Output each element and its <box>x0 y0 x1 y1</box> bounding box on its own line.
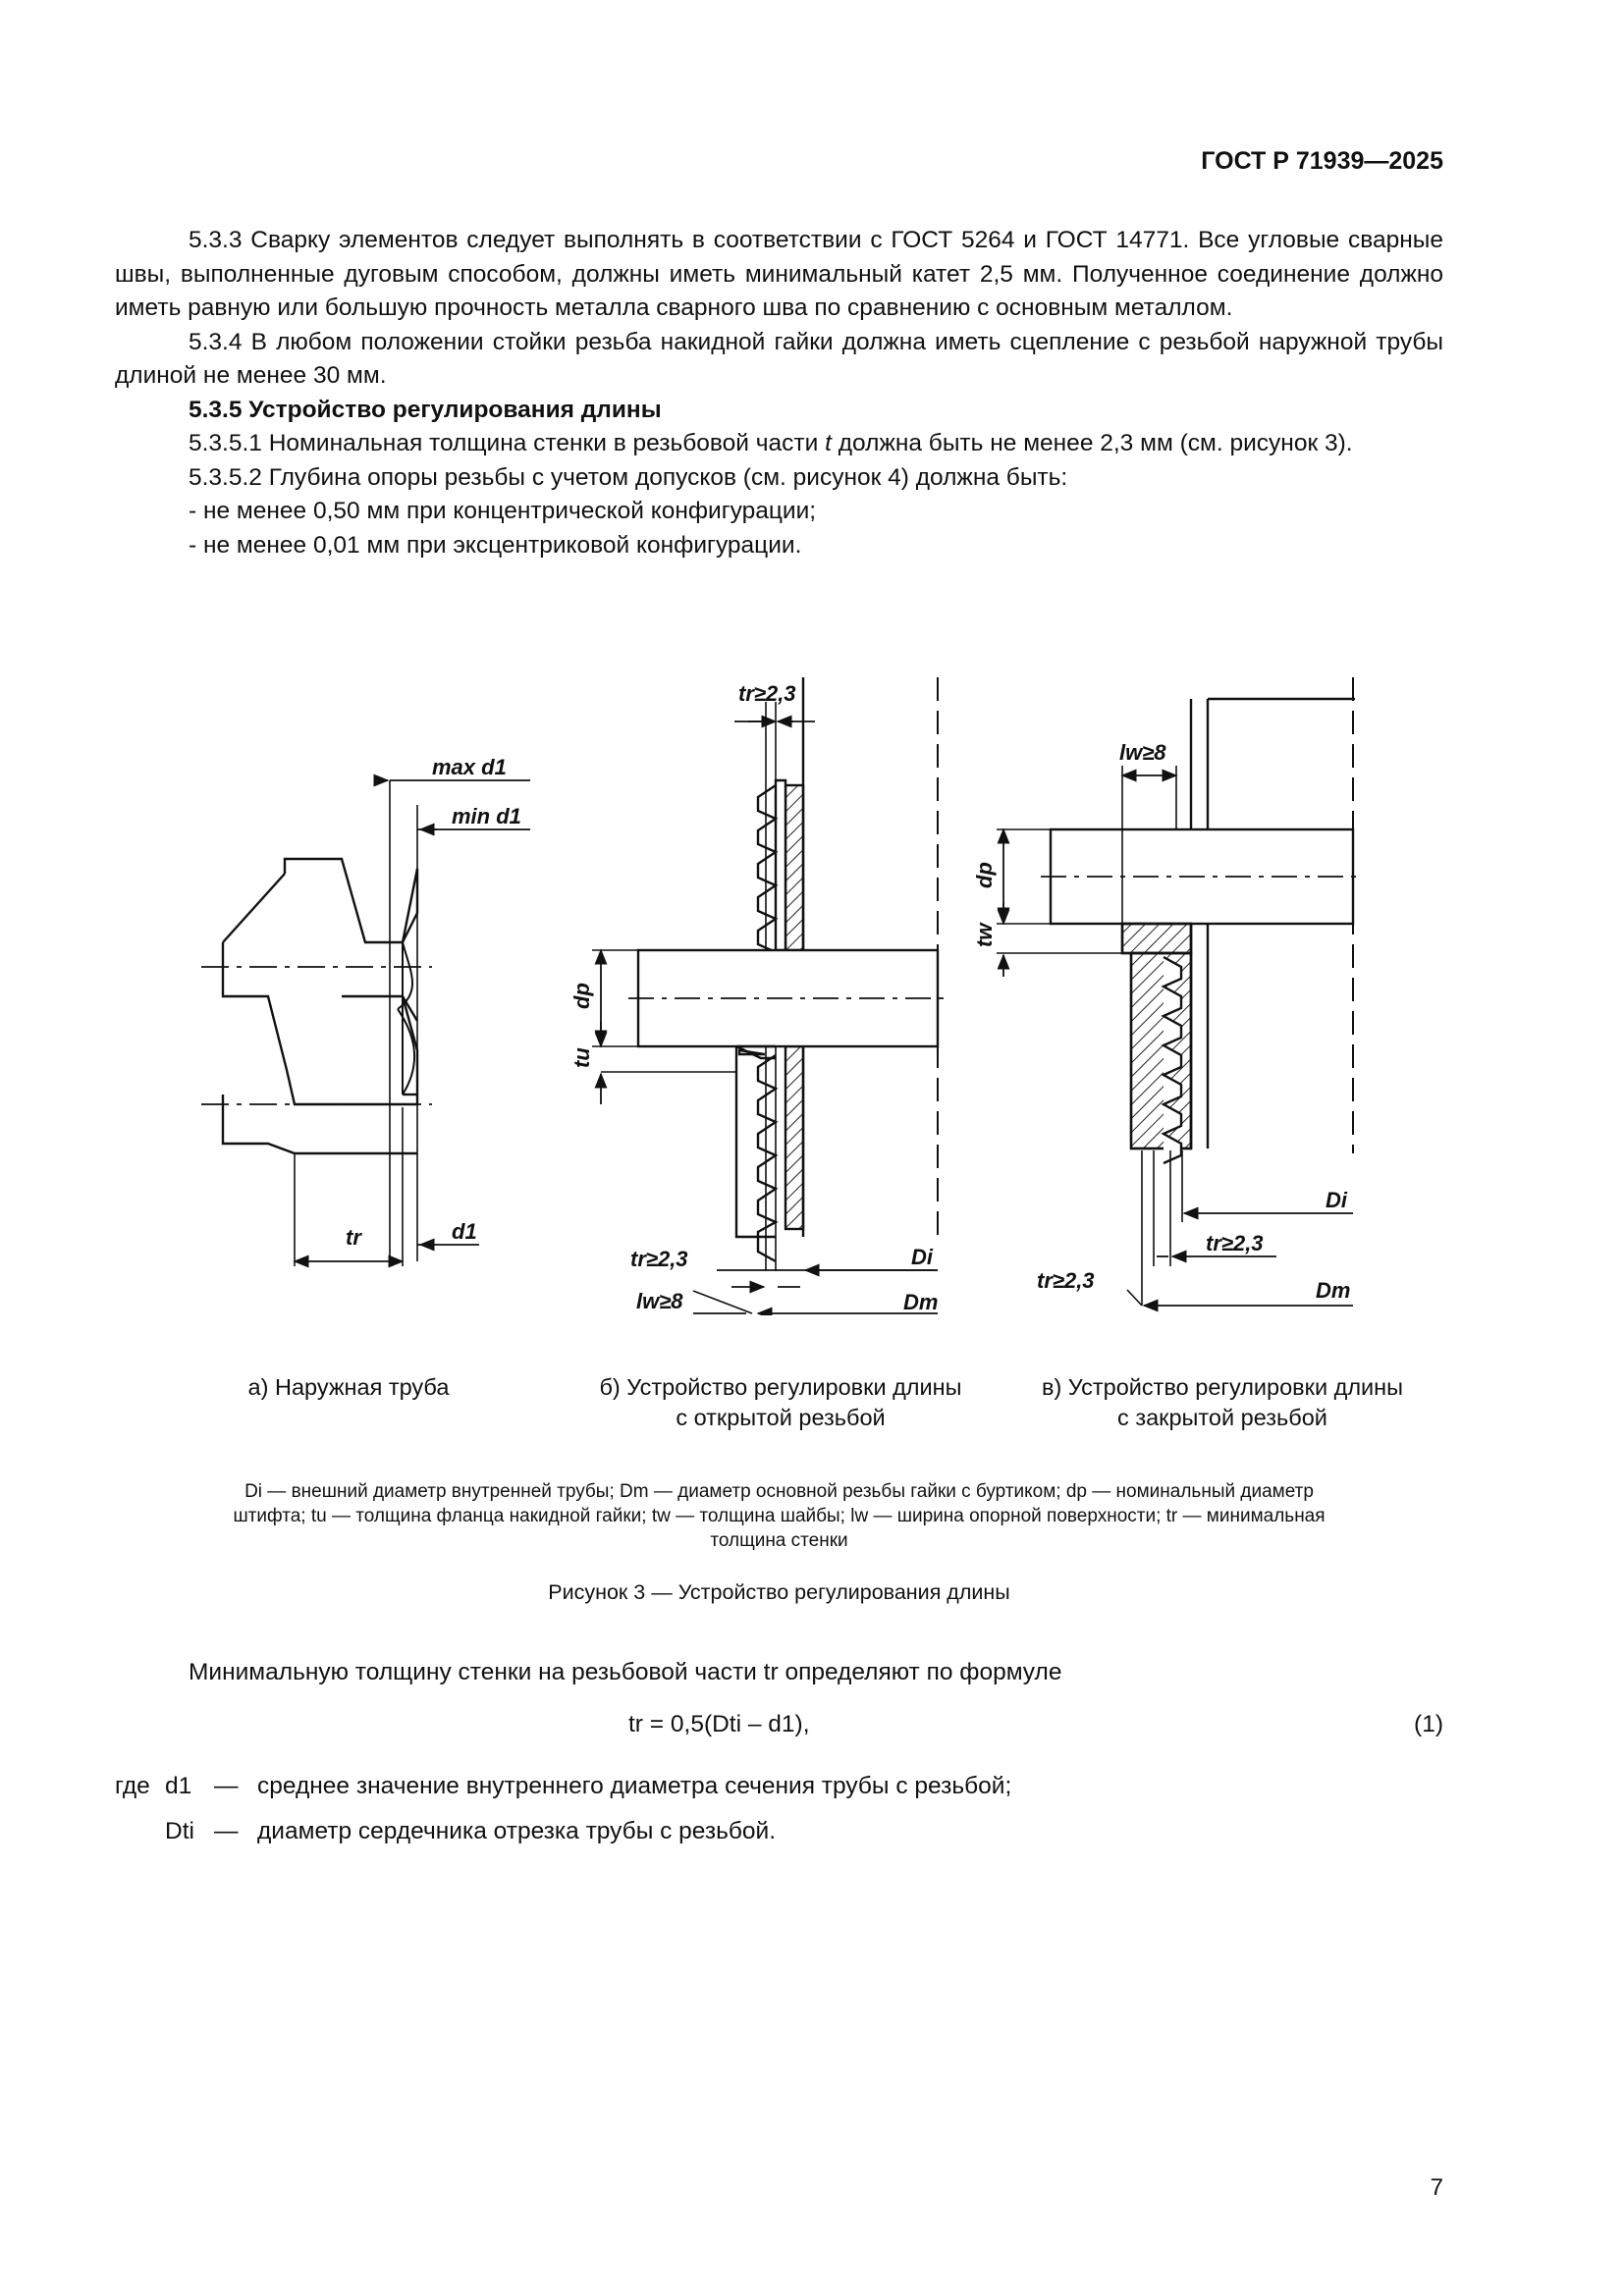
where-dash-1: — <box>214 1773 239 1799</box>
where-desc-2: диаметр сердечника отрезка трубы с резьбой. <box>257 1818 777 1844</box>
label-tr-left-c: tr≥2,3 <box>1037 1268 1095 1293</box>
caption-c: в) Устройство регулировки длины с закрытой резьбой <box>1041 1374 1404 1430</box>
label-tr-bottom-b: tr≥2,3 <box>630 1247 688 1271</box>
where-sym-2: Dti <box>165 1818 194 1844</box>
diagram-b-open-thread <box>592 677 947 1313</box>
formula-intro: Минимальную толщину стенки на резьбовой части tr определяют по формуле <box>189 1659 1062 1685</box>
label-lw-c: lw≥8 <box>1119 740 1166 765</box>
equation-number: (1) <box>1414 1711 1443 1737</box>
where-word: где <box>115 1773 150 1799</box>
label-Dm-b: Dm <box>903 1290 939 1314</box>
label-tr-a: tr <box>346 1225 361 1250</box>
label-tu-b: tu <box>569 1047 594 1068</box>
section-heading-5-3-5: 5.3.5 Устройство регулирования длины <box>189 396 662 423</box>
paragraph-5-3-5-1: 5.3.5.1 Номинальная толщина стенки в резьбовой части t должна быть не менее 2,3 мм (см. рисунок 3). <box>189 430 1353 456</box>
label-Di-b: Di <box>911 1245 933 1269</box>
paragraph-5-3-3: 5.3.3 Сварку элементов следует выполнять в соответствии с ГОСТ 5264 и ГОСТ 14771. Все угловые сварные швы, выполненные дуговым способом, должны иметь минимальный катет 2,5 мм. Полученное соединение должно иметь равную или большую прочность металла сварного шва по сравнению с основным металлом. <box>115 227 1443 321</box>
label-Dm-c: Dm <box>1316 1278 1351 1303</box>
figure-title: Рисунок 3 — Устройство регулирования длины <box>548 1580 1010 1604</box>
label-tw-c: tw <box>972 923 997 947</box>
figure-legend: Di — внешний диаметр внутренней трубы; Dm — диаметр основной резьбы гайки с буртиком; dp — номинальный диаметр штифта; tu — толщина фланца накидной гайки; tw — толщина шайбы; lw — ширина опорной поверхности; tr — минимальная толщина стенки <box>233 1481 1326 1551</box>
caption-a: а) Наружная труба <box>247 1374 450 1400</box>
formula-expression: tr = 0,5(Dti – d1), <box>628 1711 810 1737</box>
paragraph-5-3-4: 5.3.4 В любом положении стойки резьба накидной гайки должна иметь сцепление с резьбой наружной трубы длиной не менее 30 мм. <box>115 328 1443 389</box>
list-item-eccentric: - не менее 0,01 мм при эксцентриковой конфигурации. <box>189 531 802 559</box>
label-dp-c: dp <box>972 862 997 888</box>
page-number: 7 <box>1430 2174 1443 2201</box>
body-text <box>115 224 1443 562</box>
diagram-c-closed-thread <box>997 677 1360 1306</box>
where-sym-1: d1 <box>165 1773 192 1799</box>
caption-b: б) Устройство регулировки длины с открытой резьбой <box>599 1374 962 1430</box>
paragraph-5-3-5-2: 5.3.5.2 Глубина опоры резьбы с учетом допусков (см. рисунок 4) должна быть: <box>189 463 1068 491</box>
label-Di-c: Di <box>1326 1188 1347 1212</box>
label-dp-b: dp <box>569 983 594 1009</box>
label-tr-top-b: tr≥2,3 <box>738 681 796 706</box>
label-min-d1: min d1 <box>452 804 521 828</box>
where-dash-2: — <box>214 1818 239 1844</box>
figure-3-drawing <box>187 667 1463 1315</box>
where-desc-1: среднее значение внутреннего диаметра сечения трубы с резьбой; <box>257 1773 1012 1799</box>
label-tr-right-c: tr≥2,3 <box>1206 1231 1264 1255</box>
label-max-d1: max d1 <box>432 755 507 779</box>
label-lw-b: lw≥8 <box>636 1289 683 1313</box>
label-d1-a: d1 <box>452 1219 477 1244</box>
document-code: ГОСТ Р 71939—2025 <box>1201 147 1443 175</box>
list-item-concentric: - не менее 0,50 мм при концентрической конфигурации; <box>189 498 817 524</box>
diagram-a-outer-pipe <box>201 780 530 1266</box>
